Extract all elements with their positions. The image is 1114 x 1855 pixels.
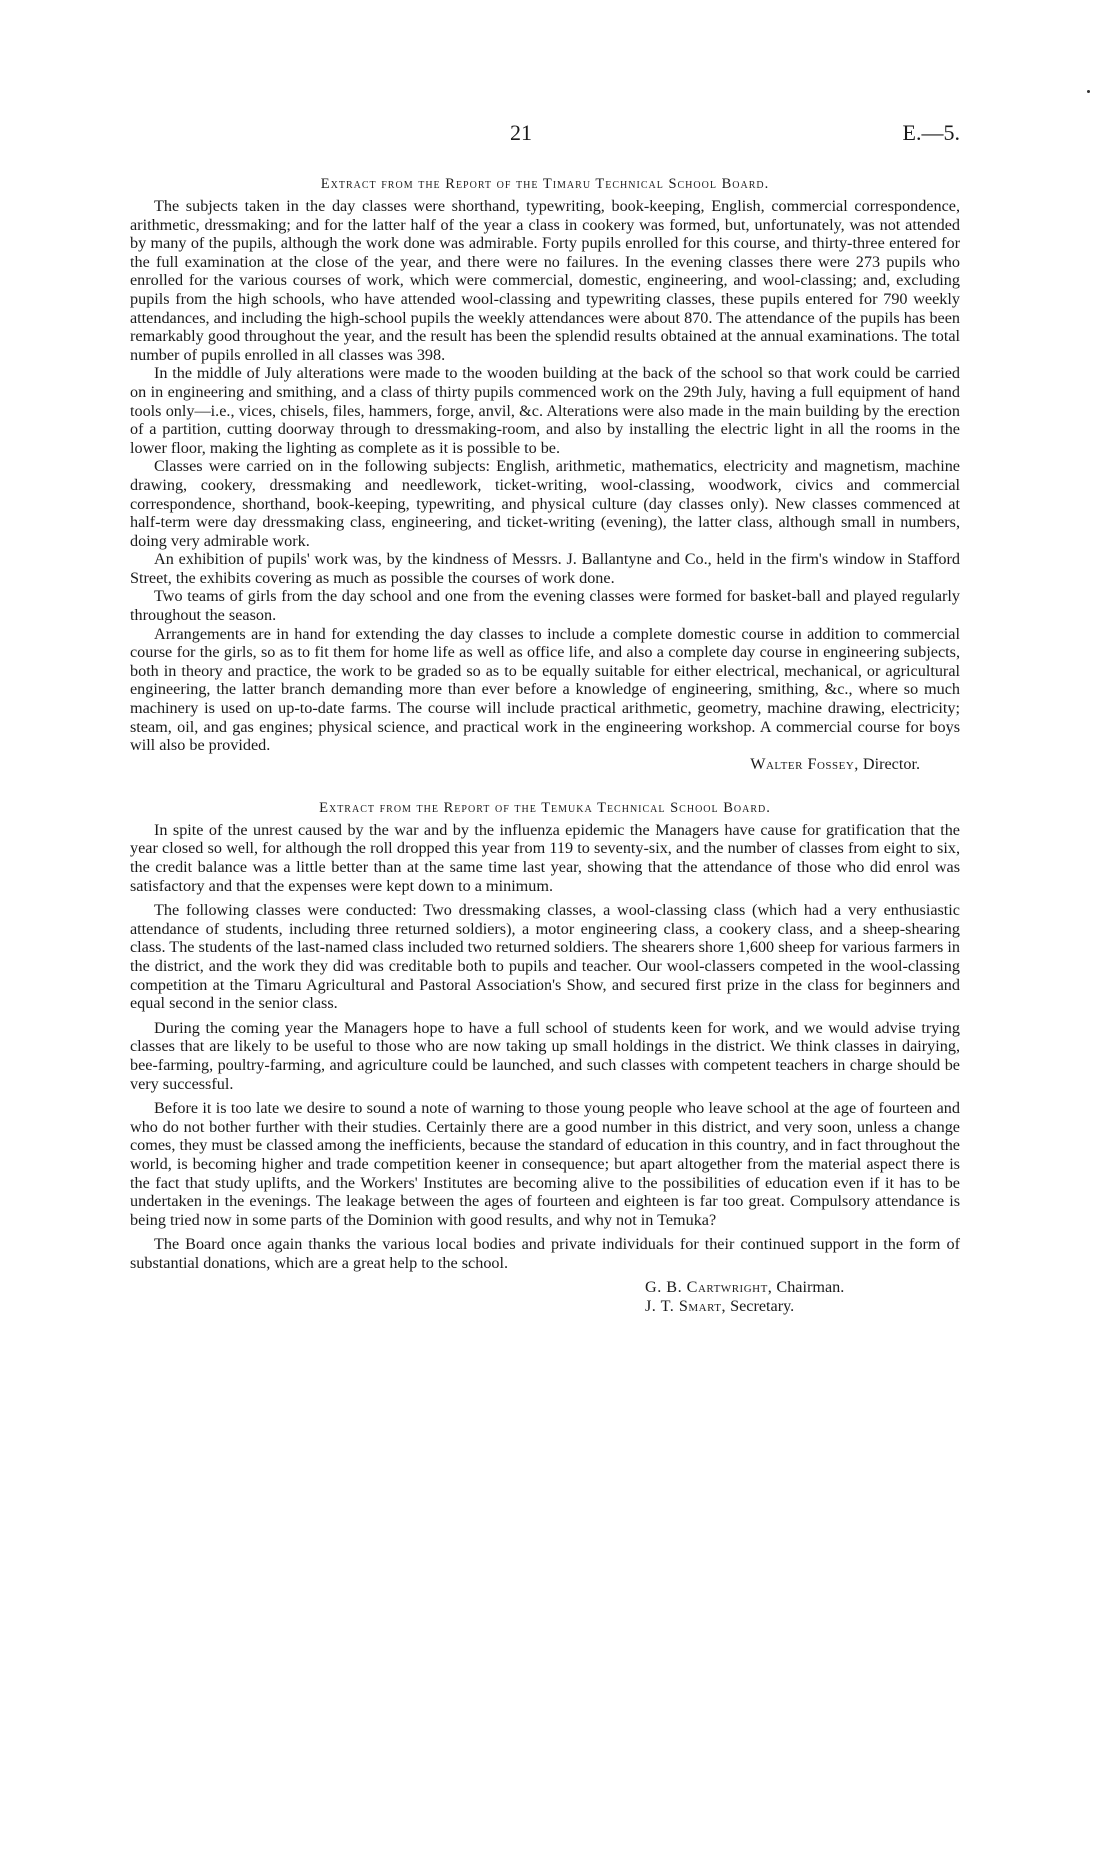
- document-page: [130, 120, 960, 1316]
- temuka-report-section: [130, 800, 960, 1317]
- page-number: 21: [510, 120, 532, 145]
- paragraph: During the coming year the Managers hope to have a full school of students keen for work, and we would advise trying classes that are likely to be useful to those who are now taking up small holdings in the district. We think classes in dairying, bee-farming, poultry-farming, and agriculture could be launched, and such classes with competent teachers in charge should be very successful.: [130, 1018, 960, 1093]
- paragraph: In the middle of July alterations were made to the wooden building at the back of the school so that work could be carried on in engineering and smithing, and a class of thirty pupils commenced work on the 29th July, having a full equipment of hand tools only—i.e., vices, chisels, files, hammers, forge, anvil, &c. Alterations were also made in the main building by the erection of a partition, cutting doorway through to dressmaking-room, and also by installing the electric light in all the rooms in the lower floor, making the lighting as complete as it is possible to be.: [130, 364, 960, 457]
- signature-line: [645, 1297, 960, 1316]
- paragraph: Classes were carried on in the following subjects: English, arithmetic, mathematics, electricity and magnetism, machine drawing, cookery, dressmaking and needlework, ticket-writing, wool-classing, woodwork, civics and commercial correspondence, shorthand, book-keeping, typewriting, and physical culture (day classes only). New classes commenced at half-term were day dressmaking class, engineering, and ticket-writing (evening), the latter class, although small in numbers, doing very admirable work.: [130, 457, 960, 550]
- signatory-role: Director.: [862, 754, 920, 773]
- stray-mark: [1087, 90, 1090, 93]
- signatory-name: J. T. Smart,: [645, 1297, 727, 1316]
- paragraph: Arrangements are in hand for extending the day classes to include a complete domestic course in addition to commercial course for the girls, so as to fit them for home life as well as office life, and also a complete day course in engineering subjects, both in theory and practice, the work to be graded so as to be equally suitable for either electrical, mechanical, or agricultural engineering, the latter branch demanding more than ever before a knowledge of engineering, smithing, &c., where so much machinery is used on up-to-date farms. The course will include practical arithmetic, geometry, machine drawing, electricity; steam, oil, and gas engines; physical science, and practical work in the engineering workshop. A commercial course for boys will also be provided.: [130, 624, 960, 755]
- section-title: Extract from the Report of the Temuka Technical School Board.: [319, 799, 771, 816]
- signature-block: [645, 1278, 960, 1316]
- signature: [130, 755, 920, 774]
- paragraph: In spite of the unrest caused by the war and by the influenza epidemic the Managers have cause for gratification that the year closed so well, for although the roll dropped this year from 119 to seventy-six, and the number of classes from eight to six, the credit balance was a little better than at the same time last year, showing that the attendance of those who did enrol was satisfactory and that the expenses were kept down to a minimum.: [130, 820, 960, 895]
- signatory-name: Walter Fossey,: [750, 754, 859, 773]
- section-title: Extract from the Report of the Timaru Technical School Board.: [320, 176, 770, 192]
- timaru-report-section: [130, 176, 960, 774]
- page-reference: E.—5.: [902, 120, 960, 145]
- signature-line: [645, 1278, 960, 1297]
- paragraph: An exhibition of pupils' work was, by the kindness of Messrs. J. Ballantyne and Co., held in the firm's window in Stafford Street, the exhibits covering as much as possible the courses of work done.: [130, 550, 960, 587]
- paragraph: Before it is too late we desire to sound a note of warning to those young people who leave school at the age of fourteen and who do not bother further with their studies. Certainly there are a good number in this district, and very soon, unless a change comes, they must be classed among the inefficients, because the standard of education in this country, and in fact throughout the world, is becoming higher and trade competition keener in consequence; but apart altogether from the material aspect there is the fact that study uplifts, and the Workers' Institutes are becoming alive to the possibilities of education even if it has to be undertaken in the evenings. The leakage between the ages of fourteen and eighteen is far too great. Compulsory attendance is being tried now in some parts of the Dominion with good results, and why not in Temuka?: [130, 1099, 960, 1229]
- paragraph: Two teams of girls from the day school and one from the evening classes were formed for basket-ball and played regularly throughout the season.: [130, 587, 960, 625]
- signatory-name: G. B. Cartwright,: [645, 1278, 773, 1297]
- signatory-role: Chairman.: [776, 1278, 845, 1297]
- paragraph: The following classes were conducted: Two dressmaking classes, a wool-classing class (which had a very enthusiastic attendance of students, including three returned soldiers), a motor engineering class, a cookery class, and a sheep-shearing class. The students of the last-named class included two returned soldiers. The shearers shore 1,600 sheep for various farmers in the district, and the work they did was creditable both to pupils and teacher. Our wool-classers competed in the wool-classing competition at the Timaru Agricultural and Pastoral Association's Show, and secured first prize in the class for beginners and equal second in the senior class.: [130, 901, 960, 1013]
- signatory-role: Secretary.: [730, 1297, 795, 1316]
- paragraph: The subjects taken in the day classes were shorthand, typewriting, book-keeping, English, commercial correspondence, arithmetic, dressmaking; and for the latter half of the year a class in cookery was formed, but, unfortunately, was not attended by many of the pupils, although the work done was admirable. Forty pupils enrolled for this course, and thirty-three entered for the full examination at the close of the year, and there were no failures. In the evening classes there were 273 pupils who enrolled for the various courses of work, which were commercial, domestic, engineering, and wool-classing; and, excluding pupils from the high schools, who have attended wool-classing and typewriting classes, these pupils entered for 790 weekly attendances, and including the high-school pupils the weekly attendances were about 870. The attendance of the pupils has been remarkably good throughout the year, and the result has been the splendid results obtained at the annual examinations. The total number of pupils enrolled in all classes was 398.: [130, 197, 960, 364]
- page-header: [130, 120, 960, 160]
- paragraph: The Board once again thanks the various local bodies and private individuals for their continued support in the form of substantial donations, which are a great help to the school.: [130, 1235, 960, 1272]
